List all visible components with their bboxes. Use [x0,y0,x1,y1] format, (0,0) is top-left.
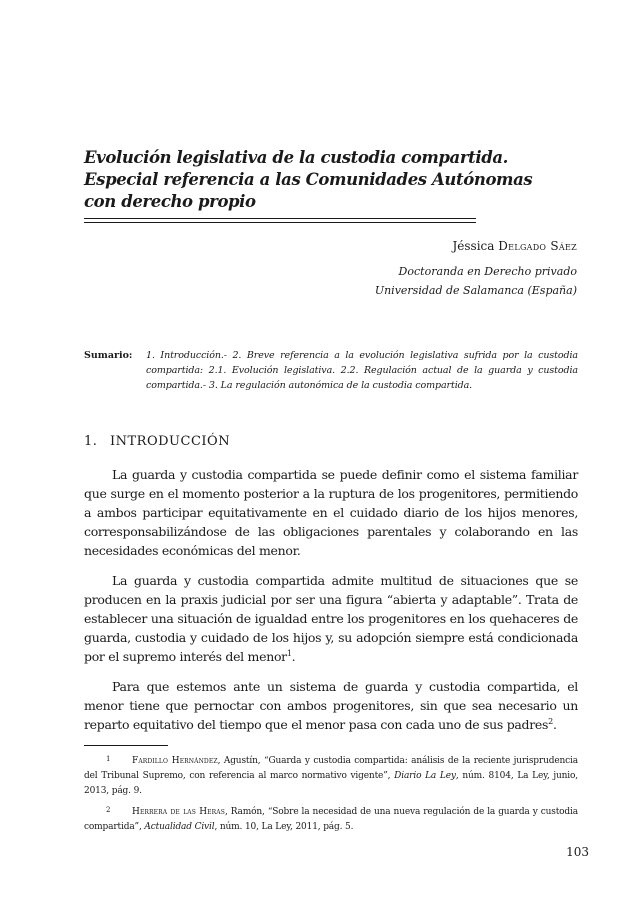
footnote-2-journal: Actualidad Civil [144,822,215,832]
title-rule-top [84,218,476,219]
article-title [84,147,533,213]
title-rule-bottom [84,222,476,223]
footnote-1-journal: Diario La Ley [394,771,456,781]
footnote-ref-1[interactable]: 1 [286,648,292,658]
footnote-2-number: 2 [106,806,111,814]
footnote-2 [84,803,578,835]
summary-block [84,348,578,393]
title-line-2: Especial referencia a las Comunidades Autónomas [84,170,533,189]
summary-label: Sumario: [84,350,133,361]
footnote-2-text-a: , Ramón, “Sobre la necesidad de una nueva regulación de la guarda y custodia compartida”, [84,807,578,832]
footnote-ref-2[interactable]: 2 [548,716,553,726]
body-text [84,465,578,745]
footnote-2-text-b: , núm. 10, La Ley, 2011, pág. 5. [214,822,354,832]
section-number: 1. [84,434,98,449]
paragraph-3 [84,677,578,734]
paragraph-1-text: La guarda y custodia compartida se puede definir como el sistema familiar que surge en el momento posterior a la ruptura de los progenitores, permitiendo a ambos participar equitativamente en el cuidado diario de los hijos menores, corresponsabilizándose de las obligaciones parentales y colaborando en las necesidades económicas del menor. [84,467,578,558]
footnote-1 [84,752,578,799]
page-number: 103 [566,845,589,859]
footnote-1-number: 1 [106,755,111,763]
footnote-1-author: Fardillo Hernández [132,756,218,766]
paragraph-2 [84,571,578,666]
footnote-1-text-b: , núm. 8104, La Ley, junio, 2013, pág. 9. [84,771,579,796]
paragraph-2-text: La guarda y custodia compartida admite multitud de situaciones que se producen en la praxis judicial por ser una figura “abierta y adaptable”. Trata de establecer una situación de igualdad entre los progenitores en los quehaceres de guarda, custodia y cuidado de los hijos y, su adopción siempre está condicionada por el supremo interés del menor [84,573,578,664]
paragraph-2-end: . [291,649,296,664]
author-surname: Delgado Sáez [498,239,577,253]
summary-text: 1. Introducción.- 2. Breve referencia a la evolución legislativa sufrida por la custodia compartida: 2.1. Evolución legislativa. 2.2. Regulación actual de la guarda y custodia compartida.- 3. La regulación autonómica de la custodia compartida. [146,350,578,391]
footnotes [84,752,578,839]
author-name [452,239,577,253]
section-heading [84,434,230,449]
author-affiliation-role: Doctoranda en Derecho privado [398,265,577,278]
paragraph-1 [84,465,578,560]
footnote-rule [84,745,168,746]
author-given-name: Jéssica [452,239,495,253]
title-line-3: con derecho propio [84,192,256,211]
author-affiliation-institution: Universidad de Salamanca (España) [374,284,577,297]
footnote-1-text-a: , Agustín, “Guarda y custodia compartida: análisis de la reciente jurisprudencia del Tribunal Supremo, con referencia al marco normativo vigente”, [84,756,578,781]
footnote-2-author: Herrera de las Heras [132,807,225,817]
section-title: INTRODUCCIÓN [110,434,231,449]
title-line-1: Evolución legislativa de la custodia compartida. [84,148,509,167]
paragraph-3-end: . [552,717,557,732]
paragraph-3-text: Para que estemos ante un sistema de guarda y custodia compartida, el menor tiene que pernoctar con ambos progenitores, sin que sea necesario un reparto equitativo del tiempo que el menor pasa con cada uno de sus padres [84,679,578,732]
